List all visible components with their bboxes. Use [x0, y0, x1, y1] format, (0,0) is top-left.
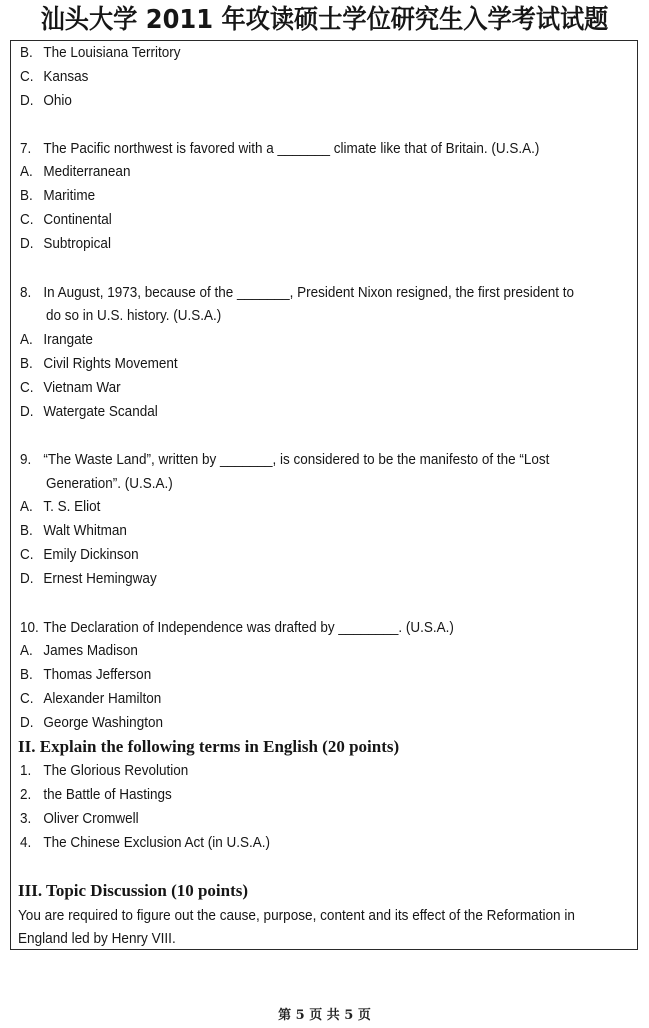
option-letter: D. [20, 92, 34, 109]
term-number: 1. [20, 762, 32, 779]
option-letter: C. [20, 546, 34, 563]
question-text: In August, 1973, because of the _______, President Nixon resigned, the first president to [43, 284, 575, 301]
page-footer: 第 5 页 共 5 页 [278, 1008, 371, 1023]
section-heading: III. Topic Discussion (10 points) [18, 881, 249, 900]
option-text: Alexander Hamilton [43, 690, 162, 707]
term-item [20, 809, 139, 829]
option-text: Mediterranean [43, 163, 131, 180]
option-item [20, 91, 72, 111]
term-item [20, 785, 172, 805]
discussion-text-continued: England led by Henry VIII. [18, 930, 176, 947]
exam-title: 汕头大学 2011 年攻读硕士学位研究生入学考试试题 [40, 5, 609, 35]
option-letter: C. [20, 690, 34, 707]
option-text: Watergate Scandal [43, 403, 158, 420]
question-7 [20, 139, 539, 159]
option-item [20, 378, 121, 398]
term-number: 3. [20, 810, 32, 827]
term-item [20, 761, 188, 781]
term-text: Oliver Cromwell [43, 810, 139, 827]
question-text-continued: do so in U.S. history. (U.S.A.) [46, 307, 222, 324]
question-number: 7. [20, 140, 32, 157]
discussion-text: You are required to figure out the cause, purpose, content and its effect of the Reformation in [18, 907, 575, 924]
option-item [20, 521, 127, 541]
option-letter: B. [20, 187, 33, 204]
option-letter: A. [20, 163, 33, 180]
option-text: Civil Rights Movement [43, 355, 178, 372]
option-item [20, 713, 163, 733]
question-9 [20, 450, 549, 470]
option-item [20, 689, 161, 709]
option-item [20, 186, 95, 206]
option-item [20, 569, 157, 589]
option-letter: D. [20, 714, 34, 731]
option-text: Continental [43, 211, 112, 228]
option-text: Thomas Jefferson [43, 666, 152, 683]
option-text: Maritime [43, 187, 96, 204]
option-letter: D. [20, 570, 34, 587]
question-10 [20, 618, 454, 638]
option-letter: C. [20, 68, 34, 85]
option-item [20, 354, 178, 374]
option-item [20, 210, 112, 230]
option-letter: D. [20, 403, 34, 420]
option-letter: B. [20, 666, 33, 683]
question-text: The Pacific northwest is favored with a _______ climate like that of Britain. (U.S.A.) [43, 140, 540, 157]
term-text: The Glorious Revolution [43, 762, 189, 779]
option-item [20, 402, 158, 422]
term-item [20, 833, 270, 853]
term-text: the Battle of Hastings [43, 786, 172, 803]
option-letter: B. [20, 355, 33, 372]
option-text: James Madison [43, 642, 138, 659]
option-item [20, 330, 93, 350]
option-item [20, 641, 138, 661]
section-heading: II. Explain the following terms in English (20 points) [18, 737, 400, 756]
question-8 [20, 283, 574, 303]
option-text: Emily Dickinson [43, 546, 139, 563]
option-text: T. S. Eliot [43, 498, 101, 515]
option-text: Subtropical [43, 235, 111, 252]
question-number: 8. [20, 284, 32, 301]
option-text: Vietnam War [43, 379, 121, 396]
option-text: The Louisiana Territory [43, 44, 181, 61]
option-text: George Washington [43, 714, 163, 731]
option-item [20, 497, 100, 517]
term-number: 4. [20, 834, 32, 851]
question-number: 9. [20, 451, 32, 468]
option-letter: D. [20, 235, 34, 252]
option-letter: B. [20, 44, 33, 61]
option-item [20, 665, 151, 685]
option-text: Irangate [43, 331, 93, 348]
option-item [20, 43, 180, 63]
option-letter: B. [20, 522, 33, 539]
option-letter: A. [20, 331, 33, 348]
option-item [20, 67, 88, 87]
option-item [20, 234, 111, 254]
option-item [20, 545, 139, 565]
question-number: 10. [20, 619, 39, 636]
option-text: Ernest Hemingway [43, 570, 157, 587]
option-text: Walt Whitman [43, 522, 127, 539]
option-item [20, 162, 130, 182]
option-letter: C. [20, 379, 34, 396]
term-text: The Chinese Exclusion Act (in U.S.A.) [43, 834, 271, 851]
option-letter: C. [20, 211, 34, 228]
question-text-continued: Generation”. (U.S.A.) [46, 475, 173, 492]
option-letter: A. [20, 642, 33, 659]
term-number: 2. [20, 786, 32, 803]
option-text: Kansas [43, 68, 89, 85]
option-letter: A. [20, 498, 33, 515]
question-text: The Declaration of Independence was drafted by ________. (U.S.A.) [43, 619, 454, 636]
question-text: “The Waste Land”, written by _______, is considered to be the manifesto of the “Lost [43, 451, 550, 468]
option-text: Ohio [43, 92, 72, 109]
